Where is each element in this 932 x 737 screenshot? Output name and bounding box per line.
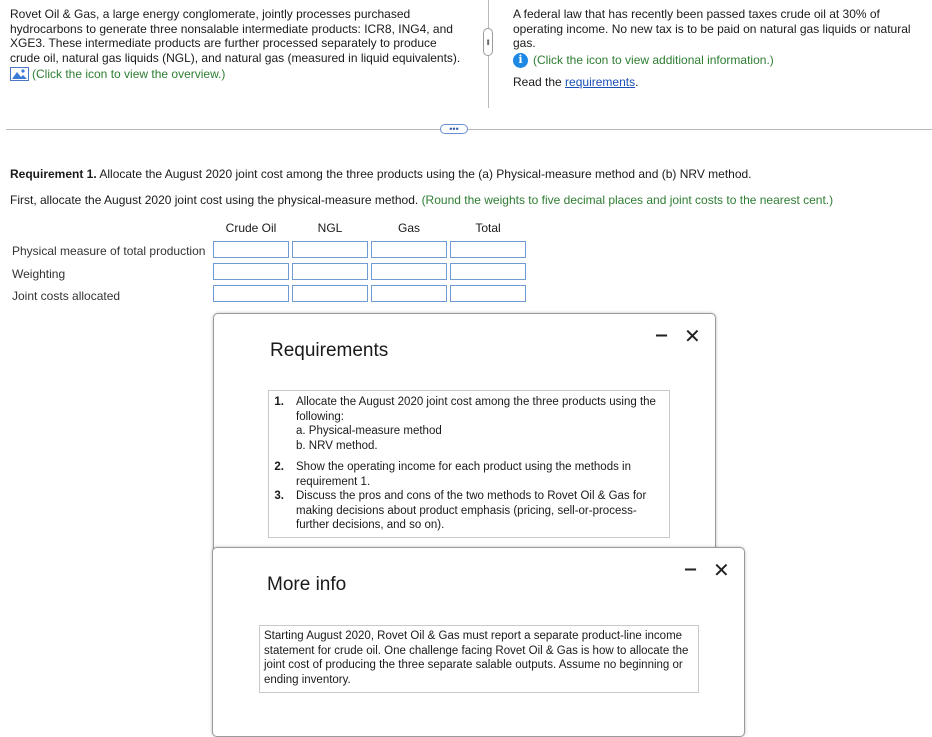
intro-left-panel: [10, 7, 470, 82]
cell-weighting-ngl[interactable]: [292, 263, 368, 280]
requirement-1-text: Allocate the August 2020 joint cost among the three products using the (a) Physical-measure method and (b) NRV method.: [96, 167, 752, 181]
horizontal-resize-handle[interactable]: [440, 124, 468, 134]
cell-joint-cost-crude-oil[interactable]: [213, 285, 289, 302]
requirement-1-line: [10, 167, 752, 181]
requirement-number: 2.: [274, 461, 284, 473]
image-icon[interactable]: [10, 67, 29, 81]
close-icon[interactable]: ✕: [684, 326, 701, 348]
requirement-sub-b: b. NRV method.: [296, 439, 378, 452]
requirement-text: Allocate the August 2020 joint cost among the three products using the following:: [296, 396, 656, 423]
info-link-row[interactable]: [513, 53, 928, 68]
cell-physical-total[interactable]: [450, 241, 526, 258]
column-header-gas: Gas: [397, 221, 420, 235]
cell-joint-cost-gas[interactable]: [371, 285, 447, 302]
cell-physical-gas[interactable]: [371, 241, 447, 258]
column-header-crude-oil: Crude Oil: [225, 221, 277, 235]
intro-right-text: A federal law that has recently been passed taxes crude oil at 30% of operating income. No new tax is to be paid on natural gas liquids or natural gas.: [513, 7, 911, 50]
cell-weighting-gas[interactable]: [371, 263, 447, 280]
close-icon[interactable]: ✕: [713, 560, 730, 582]
info-icon[interactable]: i: [513, 53, 528, 68]
requirements-link[interactable]: requirements: [565, 74, 636, 89]
requirements-window[interactable]: [213, 313, 716, 553]
column-header-ngl: NGL: [317, 221, 343, 235]
instruction-hint: (Round the weights to five decimal places and joint costs to the nearest cent.): [421, 193, 834, 207]
requirement-sub-a: a. Physical-measure method: [296, 425, 442, 437]
requirement-text: Show the operating income for each product using the methods in requirement 1.: [296, 461, 631, 488]
requirement-item-1: [269, 395, 659, 453]
requirement-item-2: [269, 460, 659, 489]
requirements-list: [268, 390, 670, 538]
info-link[interactable]: (Click the icon to view additional information.): [533, 52, 774, 67]
overview-link-row[interactable]: [10, 67, 470, 82]
cell-joint-cost-total[interactable]: [450, 285, 526, 302]
horizontal-divider: [6, 129, 932, 130]
more-info-window[interactable]: [212, 547, 745, 737]
requirement-text: Discuss the pros and cons of the two methods to Rovet Oil & Gas for making decisions about product emphasis (pricing, sell-or-process-further decisions, and so on).: [296, 490, 647, 531]
column-header-total: Total: [475, 221, 501, 235]
requirement-number: 1.: [274, 396, 284, 408]
cell-physical-ngl[interactable]: [292, 241, 368, 258]
requirement-1-label: Requirement 1.: [10, 167, 97, 181]
ellipsis-icon: •••: [483, 39, 493, 45]
row-label-physical-measure: Physical measure of total production: [12, 244, 206, 258]
cell-joint-cost-ngl[interactable]: [292, 285, 368, 302]
instruction-text: First, allocate the August 2020 joint cost using the physical-measure method.: [10, 193, 422, 207]
requirements-title: Requirements: [270, 340, 389, 361]
minimize-icon[interactable]: ‒: [656, 324, 668, 346]
more-info-title: More info: [267, 574, 347, 595]
minimize-icon[interactable]: ‒: [685, 558, 697, 580]
more-info-text: Starting August 2020, Rovet Oil & Gas must report a separate product-line income statement for crude oil. One challenge facing Rovet Oil & Gas is how to allocate the joint cost of producing the three separate salable outputs. Assume no beginning or ending inventory.: [259, 625, 699, 693]
requirement-item-3: [269, 489, 659, 533]
intro-right-panel: [513, 7, 928, 89]
ellipsis-icon: •••: [449, 124, 459, 134]
requirement-number: 3.: [274, 490, 284, 502]
overview-link[interactable]: (Click the icon to view the overview.): [32, 67, 226, 81]
cell-weighting-crude-oil[interactable]: [213, 263, 289, 280]
intro-left-text: Rovet Oil & Gas, a large energy conglomerate, jointly processes purchased hydrocarbons to generate three nonsalable intermediate products: ICR8, ING4, and XGE3. These intermediate products are further processed separately to produce crude oil, natural gas liquids (NGL), and natural gas (measured in liquid equivalents).: [10, 7, 461, 65]
cell-physical-crude-oil[interactable]: [213, 241, 289, 258]
instruction-line: [10, 193, 833, 207]
read-prefix: Read the: [513, 74, 566, 89]
read-requirements-line: [513, 75, 928, 90]
row-label-joint-costs: Joint costs allocated: [12, 289, 121, 303]
cell-weighting-total[interactable]: [450, 263, 526, 280]
read-suffix: .: [635, 74, 639, 89]
vertical-resize-handle[interactable]: [483, 28, 493, 56]
row-label-weighting: Weighting: [12, 267, 66, 281]
